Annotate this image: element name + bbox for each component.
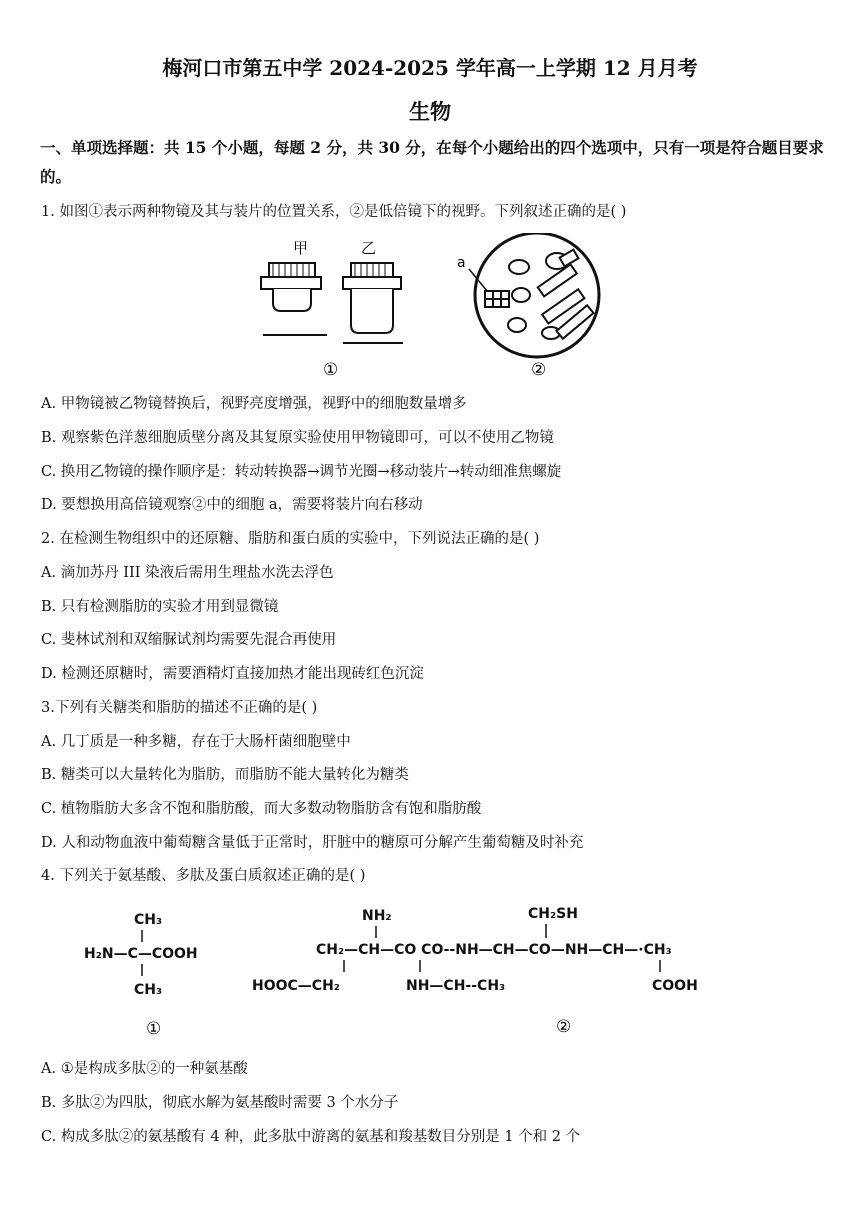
q4-option-a: A. ①是构成多肽②的一种氨基酸 [41,1061,248,1077]
label-jia: 甲 [293,239,309,257]
q1-option-b: B. 观察紫色洋葱细胞质壁分离及其复原实验使用甲物镜即可，可以不使用乙物镜 [41,430,554,446]
hooc-group: HOOC—CH₂ [252,978,340,994]
q1-option-a: A. 甲物镜被乙物镜替换后，视野亮度增强，视野中的细胞数量增多 [41,396,467,412]
label-yi: 乙 [361,239,377,257]
q4-figure [80,898,740,1043]
caption-1: ① [323,360,339,380]
objective-jia [261,263,321,311]
q2-option-c: C. 斐林试剂和双缩脲试剂均需要先混合再使用 [41,632,337,648]
subject-title: 生物 [409,99,451,124]
label-a: a [457,255,466,271]
q1-figure [255,233,615,383]
nh2-group: NH₂ [362,908,392,924]
q1-option-d: D. 要想换用高倍镜观察②中的细胞 a，需要将装片向右移动 [41,497,423,513]
objective-yi [343,263,401,333]
q3-option-a: A. 几丁质是一种多糖，存在于大肠杆菌细胞壁中 [41,734,351,750]
q3-option-d: D. 人和动物血液中葡萄糖含量低于正常时，肝脏中的糖原可分解产生葡萄糖及时补充 [41,835,584,851]
q3-option-c: C. 植物脂肪大多含不饱和脂肪酸，而大多数动物脂肪含有饱和脂肪酸 [41,801,482,817]
q2-option-a: A. 滴加苏丹 III 染液后需用生理盐水洗去浮色 [41,565,334,581]
q3-option-b: B. 糖类可以大量转化为脂肪，而脂肪不能大量转化为糖类 [41,767,409,783]
peptide-main-chain: CH₂—CH—CO CO--NH—CH—CO—NH—CH—·CH₃ [316,942,672,958]
caption-peptide: ② [556,1017,572,1037]
nh-ch-group: NH—CH--CH₃ [406,978,506,994]
q4-option-b: B. 多肽②为四肽，彻底水解为氨基酸时需要 3 个水分子 [41,1095,399,1111]
q1-option-c: C. 换用乙物镜的操作顺序是：转动转换器→调节光圈→移动装片→转动细准焦螺旋 [41,464,562,480]
amino-acid-main: H₂N—C—COOH [84,946,198,962]
ch2sh-group: CH₂SH [528,906,578,922]
q1-stem: 1. 如图①表示两种物镜及其与装片的位置关系，②是低倍镜下的视野。下列叙述正确的是( ) [41,204,627,220]
ch3-bottom: CH₃ [134,982,163,998]
caption-amino-acid: ① [146,1019,162,1039]
q2-option-d: D. 检测还原糖时，需要酒精灯直接加热才能出现砖红色沉淀 [41,666,424,682]
q2-option-b: B. 只有检测脂肪的实验才用到显微镜 [41,599,279,615]
ch3-top: CH₃ [134,912,163,928]
q3-stem: 3.下列有关糖类和脂肪的描述不正确的是( ) [41,700,318,716]
caption-2: ② [531,360,547,380]
q4-option-c: C. 构成多肽②的氨基酸有 4 种，此多肽中游离的氨基和羧基数目分别是 1 个和 2 个 [41,1129,581,1145]
section-heading: 一、单项选择题：共 15 个小题，每题 2 分，共 30 分，在每个小题给出的四个选项中，只有一项是符合题目要求的。 [40,138,824,186]
q4-stem: 4. 下列关于氨基酸、多肽及蛋白质叙述正确的是( ) [41,868,366,884]
q2-stem: 2. 在检测生物组织中的还原糖、脂肪和蛋白质的实验中，下列说法正确的是( ) [41,531,540,547]
cooh-group: COOH [652,978,698,994]
exam-title: 梅河口市第五中学 2024-2025 学年高一上学期 12 月月考 [162,56,698,80]
